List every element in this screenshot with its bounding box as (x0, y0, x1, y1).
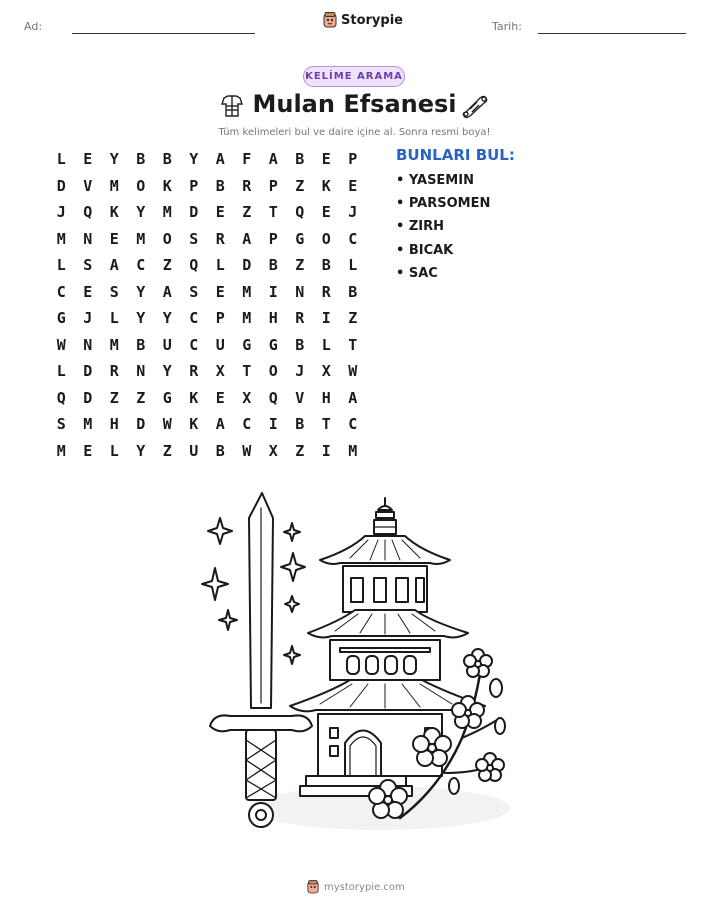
grid-letter[interactable]: U (215, 335, 225, 354)
grid-letter[interactable]: L (321, 335, 331, 354)
grid-letter[interactable]: B (321, 256, 331, 275)
grid-letter[interactable]: N (136, 362, 146, 381)
grid-letter[interactable]: N (295, 282, 305, 301)
grid-letter[interactable]: Z (109, 388, 119, 407)
grid-letter[interactable]: U (162, 335, 172, 354)
grid-letter[interactable]: E (83, 441, 93, 460)
grid-letter[interactable]: J (56, 203, 66, 222)
grid-letter[interactable]: T (348, 335, 358, 354)
grid-letter[interactable]: Z (348, 309, 358, 328)
grid-letter[interactable]: I (321, 309, 331, 328)
grid-letter[interactable]: D (83, 388, 93, 407)
grid-letter[interactable]: O (136, 176, 146, 195)
grid-letter[interactable]: R (109, 362, 119, 381)
grid-letter[interactable]: Z (295, 256, 305, 275)
grid-letter[interactable]: B (215, 176, 225, 195)
grid-letter[interactable]: C (348, 415, 358, 434)
grid-letter[interactable]: M (109, 176, 119, 195)
grid-letter[interactable]: Y (162, 309, 172, 328)
grid-letter[interactable]: L (56, 150, 66, 169)
grid-letter[interactable]: C (348, 229, 358, 248)
storypie-mascot-icon (307, 880, 319, 894)
grid-letter[interactable]: W (56, 335, 66, 354)
grid-letter[interactable]: Y (136, 309, 146, 328)
grid-letter[interactable]: D (242, 256, 252, 275)
grid-letter[interactable]: E (215, 203, 225, 222)
grid-letter[interactable]: R (215, 229, 225, 248)
grid-letter[interactable]: E (321, 203, 331, 222)
grid-letter[interactable]: B (295, 150, 305, 169)
grid-letter[interactable]: G (295, 229, 305, 248)
grid-letter[interactable]: D (136, 415, 146, 434)
grid-letter[interactable]: P (215, 309, 225, 328)
grid-letter[interactable]: L (56, 256, 66, 275)
grid-letter[interactable]: R (189, 362, 199, 381)
word-search-badge: KELİME ARAMA (303, 66, 405, 87)
name-line[interactable] (72, 33, 255, 34)
grid-letter[interactable]: Z (295, 176, 305, 195)
grid-letter[interactable]: Q (83, 203, 93, 222)
grid-letter[interactable]: G (242, 335, 252, 354)
word-list-title: BUNLARI BUL: (396, 146, 515, 164)
grid-letter[interactable]: M (83, 415, 93, 434)
grid-letter[interactable]: J (295, 362, 305, 381)
grid-row (48, 332, 366, 359)
grid-letter[interactable]: H (109, 415, 119, 434)
grid-letter[interactable]: E (348, 176, 358, 195)
grid-letter[interactable]: V (295, 388, 305, 407)
grid-letter[interactable]: B (295, 415, 305, 434)
grid-letter[interactable]: E (321, 150, 331, 169)
grid-letter[interactable]: E (109, 229, 119, 248)
grid-letter[interactable]: Q (56, 388, 66, 407)
grid-letter[interactable]: Q (189, 256, 199, 275)
grid-letter[interactable]: A (109, 256, 119, 275)
grid-letter[interactable]: A (268, 150, 278, 169)
grid-row (48, 173, 366, 200)
grid-letter[interactable]: M (136, 229, 146, 248)
grid-row (48, 305, 366, 332)
grid-letter[interactable]: M (109, 335, 119, 354)
grid-letter[interactable]: A (215, 150, 225, 169)
grid-letter[interactable]: N (83, 229, 93, 248)
grid-letter[interactable]: O (162, 229, 172, 248)
grid-letter[interactable]: W (348, 362, 358, 381)
grid-letter[interactable]: L (215, 256, 225, 275)
grid-letter[interactable]: H (268, 309, 278, 328)
grid-row (48, 385, 366, 412)
grid-letter[interactable]: L (56, 362, 66, 381)
grid-letter[interactable]: K (162, 176, 172, 195)
footer-url[interactable]: mystorypie.com (324, 881, 405, 893)
grid-letter[interactable]: Y (136, 441, 146, 460)
grid-letter[interactable]: P (348, 150, 358, 169)
grid-letter[interactable]: Q (295, 203, 305, 222)
grid-letter[interactable]: M (162, 203, 172, 222)
grid-letter[interactable]: M (56, 441, 66, 460)
grid-row (48, 438, 366, 465)
grid-letter[interactable]: A (348, 388, 358, 407)
grid-letter[interactable]: S (56, 415, 66, 434)
grid-letter[interactable]: V (83, 176, 93, 195)
grid-letter[interactable]: S (189, 229, 199, 248)
grid-letter[interactable]: D (56, 176, 66, 195)
grid-letter[interactable]: Z (162, 256, 172, 275)
grid-letter[interactable]: C (242, 415, 252, 434)
grid-letter[interactable]: M (242, 309, 252, 328)
word-item: • ZIRH (396, 219, 444, 235)
grid-letter[interactable]: A (242, 229, 252, 248)
grid-letter[interactable]: W (162, 415, 172, 434)
grid-letter[interactable]: T (321, 415, 331, 434)
grid-letter[interactable]: E (83, 150, 93, 169)
grid-row (48, 146, 366, 173)
grid-letter[interactable]: B (295, 335, 305, 354)
grid-row (48, 358, 366, 385)
grid-letter[interactable]: P (189, 176, 199, 195)
grid-letter[interactable]: Z (295, 441, 305, 460)
grid-row (48, 226, 366, 253)
grid-letter[interactable]: W (242, 441, 252, 460)
grid-letter[interactable]: Y (189, 150, 199, 169)
word-item: • PARSOMEN (396, 196, 491, 212)
grid-letter[interactable]: A (215, 415, 225, 434)
grid-letter[interactable]: M (348, 441, 358, 460)
footer (307, 880, 405, 894)
word-item: • YASEMIN (396, 173, 474, 188)
grid-letter[interactable]: D (189, 203, 199, 222)
grid-letter[interactable]: B (136, 335, 146, 354)
scroll-icon (460, 92, 490, 120)
grid-letter[interactable]: Z (242, 203, 252, 222)
grid-letter[interactable]: T (268, 203, 278, 222)
grid-letter[interactable]: B (136, 150, 146, 169)
grid-letter[interactable]: E (215, 388, 225, 407)
grid-letter[interactable]: O (321, 229, 331, 248)
grid-letter[interactable]: G (162, 388, 172, 407)
grid-letter[interactable]: B (268, 256, 278, 275)
grid-letter[interactable]: C (189, 335, 199, 354)
grid-letter[interactable]: K (321, 176, 331, 195)
grid-letter[interactable]: K (109, 203, 119, 222)
grid-letter[interactable]: P (268, 229, 278, 248)
date-line[interactable] (538, 33, 686, 34)
sword-pagoda-blossom-illustration (200, 488, 510, 838)
grid-letter[interactable]: P (268, 176, 278, 195)
grid-letter[interactable]: G (268, 335, 278, 354)
grid-letter[interactable]: B (215, 441, 225, 460)
page-title: Mulan Efsanesi (252, 90, 457, 118)
grid-letter[interactable]: M (242, 282, 252, 301)
grid-letter[interactable]: Y (162, 362, 172, 381)
grid-letter[interactable]: E (83, 282, 93, 301)
grid-letter[interactable]: C (136, 256, 146, 275)
grid-letter[interactable]: O (268, 362, 278, 381)
grid-row (48, 199, 366, 226)
grid-letter[interactable]: Q (268, 388, 278, 407)
grid-row (48, 279, 366, 306)
grid-letter[interactable]: K (189, 415, 199, 434)
grid-letter[interactable]: L (109, 441, 119, 460)
grid-letter[interactable]: S (109, 282, 119, 301)
grid-letter[interactable]: T (242, 362, 252, 381)
grid-letter[interactable]: J (83, 309, 93, 328)
grid-letter[interactable]: A (162, 282, 172, 301)
grid-letter[interactable]: R (242, 176, 252, 195)
grid-letter[interactable]: C (189, 309, 199, 328)
grid-letter[interactable]: X (215, 362, 225, 381)
storypie-logo (323, 12, 403, 28)
grid-letter[interactable]: Y (109, 150, 119, 169)
word-item: • BICAK (396, 242, 454, 258)
grid-letter[interactable]: X (321, 362, 331, 381)
grid-letter[interactable]: Z (162, 441, 172, 460)
storypie-mascot-icon (323, 12, 337, 28)
logo-text: Storypie (341, 12, 403, 28)
grid-letter[interactable]: F (242, 150, 252, 169)
grid-letter[interactable]: X (242, 388, 252, 407)
grid-letter[interactable]: H (321, 388, 331, 407)
grid-letter[interactable]: L (348, 256, 358, 275)
grid-letter[interactable]: N (83, 335, 93, 354)
grid-letter[interactable]: J (348, 203, 358, 222)
grid-letter[interactable]: I (321, 441, 331, 460)
grid-letter[interactable]: C (56, 282, 66, 301)
grid-letter[interactable]: B (348, 282, 358, 301)
date-label: Tarih: (492, 20, 522, 33)
grid-letter[interactable]: E (215, 282, 225, 301)
grid-letter[interactable]: D (83, 362, 93, 381)
grid-letter[interactable]: Y (136, 203, 146, 222)
grid-letter[interactable]: K (189, 388, 199, 407)
grid-letter[interactable]: I (268, 282, 278, 301)
grid-letter[interactable]: B (162, 150, 172, 169)
grid-letter[interactable]: R (321, 282, 331, 301)
name-label: Ad: (24, 20, 43, 33)
letter-grid (48, 146, 366, 464)
word-item: • SAC (396, 265, 438, 281)
instructions: Tüm kelimeleri bul ve daire içine al. Sonra resmi boya! (218, 127, 491, 138)
grid-letter[interactable]: I (268, 415, 278, 434)
grid-letter[interactable]: S (189, 282, 199, 301)
grid-letter[interactable]: U (189, 441, 199, 460)
grid-letter[interactable]: Z (136, 388, 146, 407)
grid-letter[interactable]: M (56, 229, 66, 248)
grid-letter[interactable]: Y (136, 282, 146, 301)
word-list (396, 172, 490, 288)
grid-letter[interactable]: L (109, 309, 119, 328)
grid-letter[interactable]: X (268, 441, 278, 460)
grid-row (48, 252, 366, 279)
grid-letter[interactable]: S (83, 256, 93, 275)
grid-letter[interactable]: G (56, 309, 66, 328)
grid-letter[interactable]: R (295, 309, 305, 328)
grid-row (48, 411, 366, 438)
